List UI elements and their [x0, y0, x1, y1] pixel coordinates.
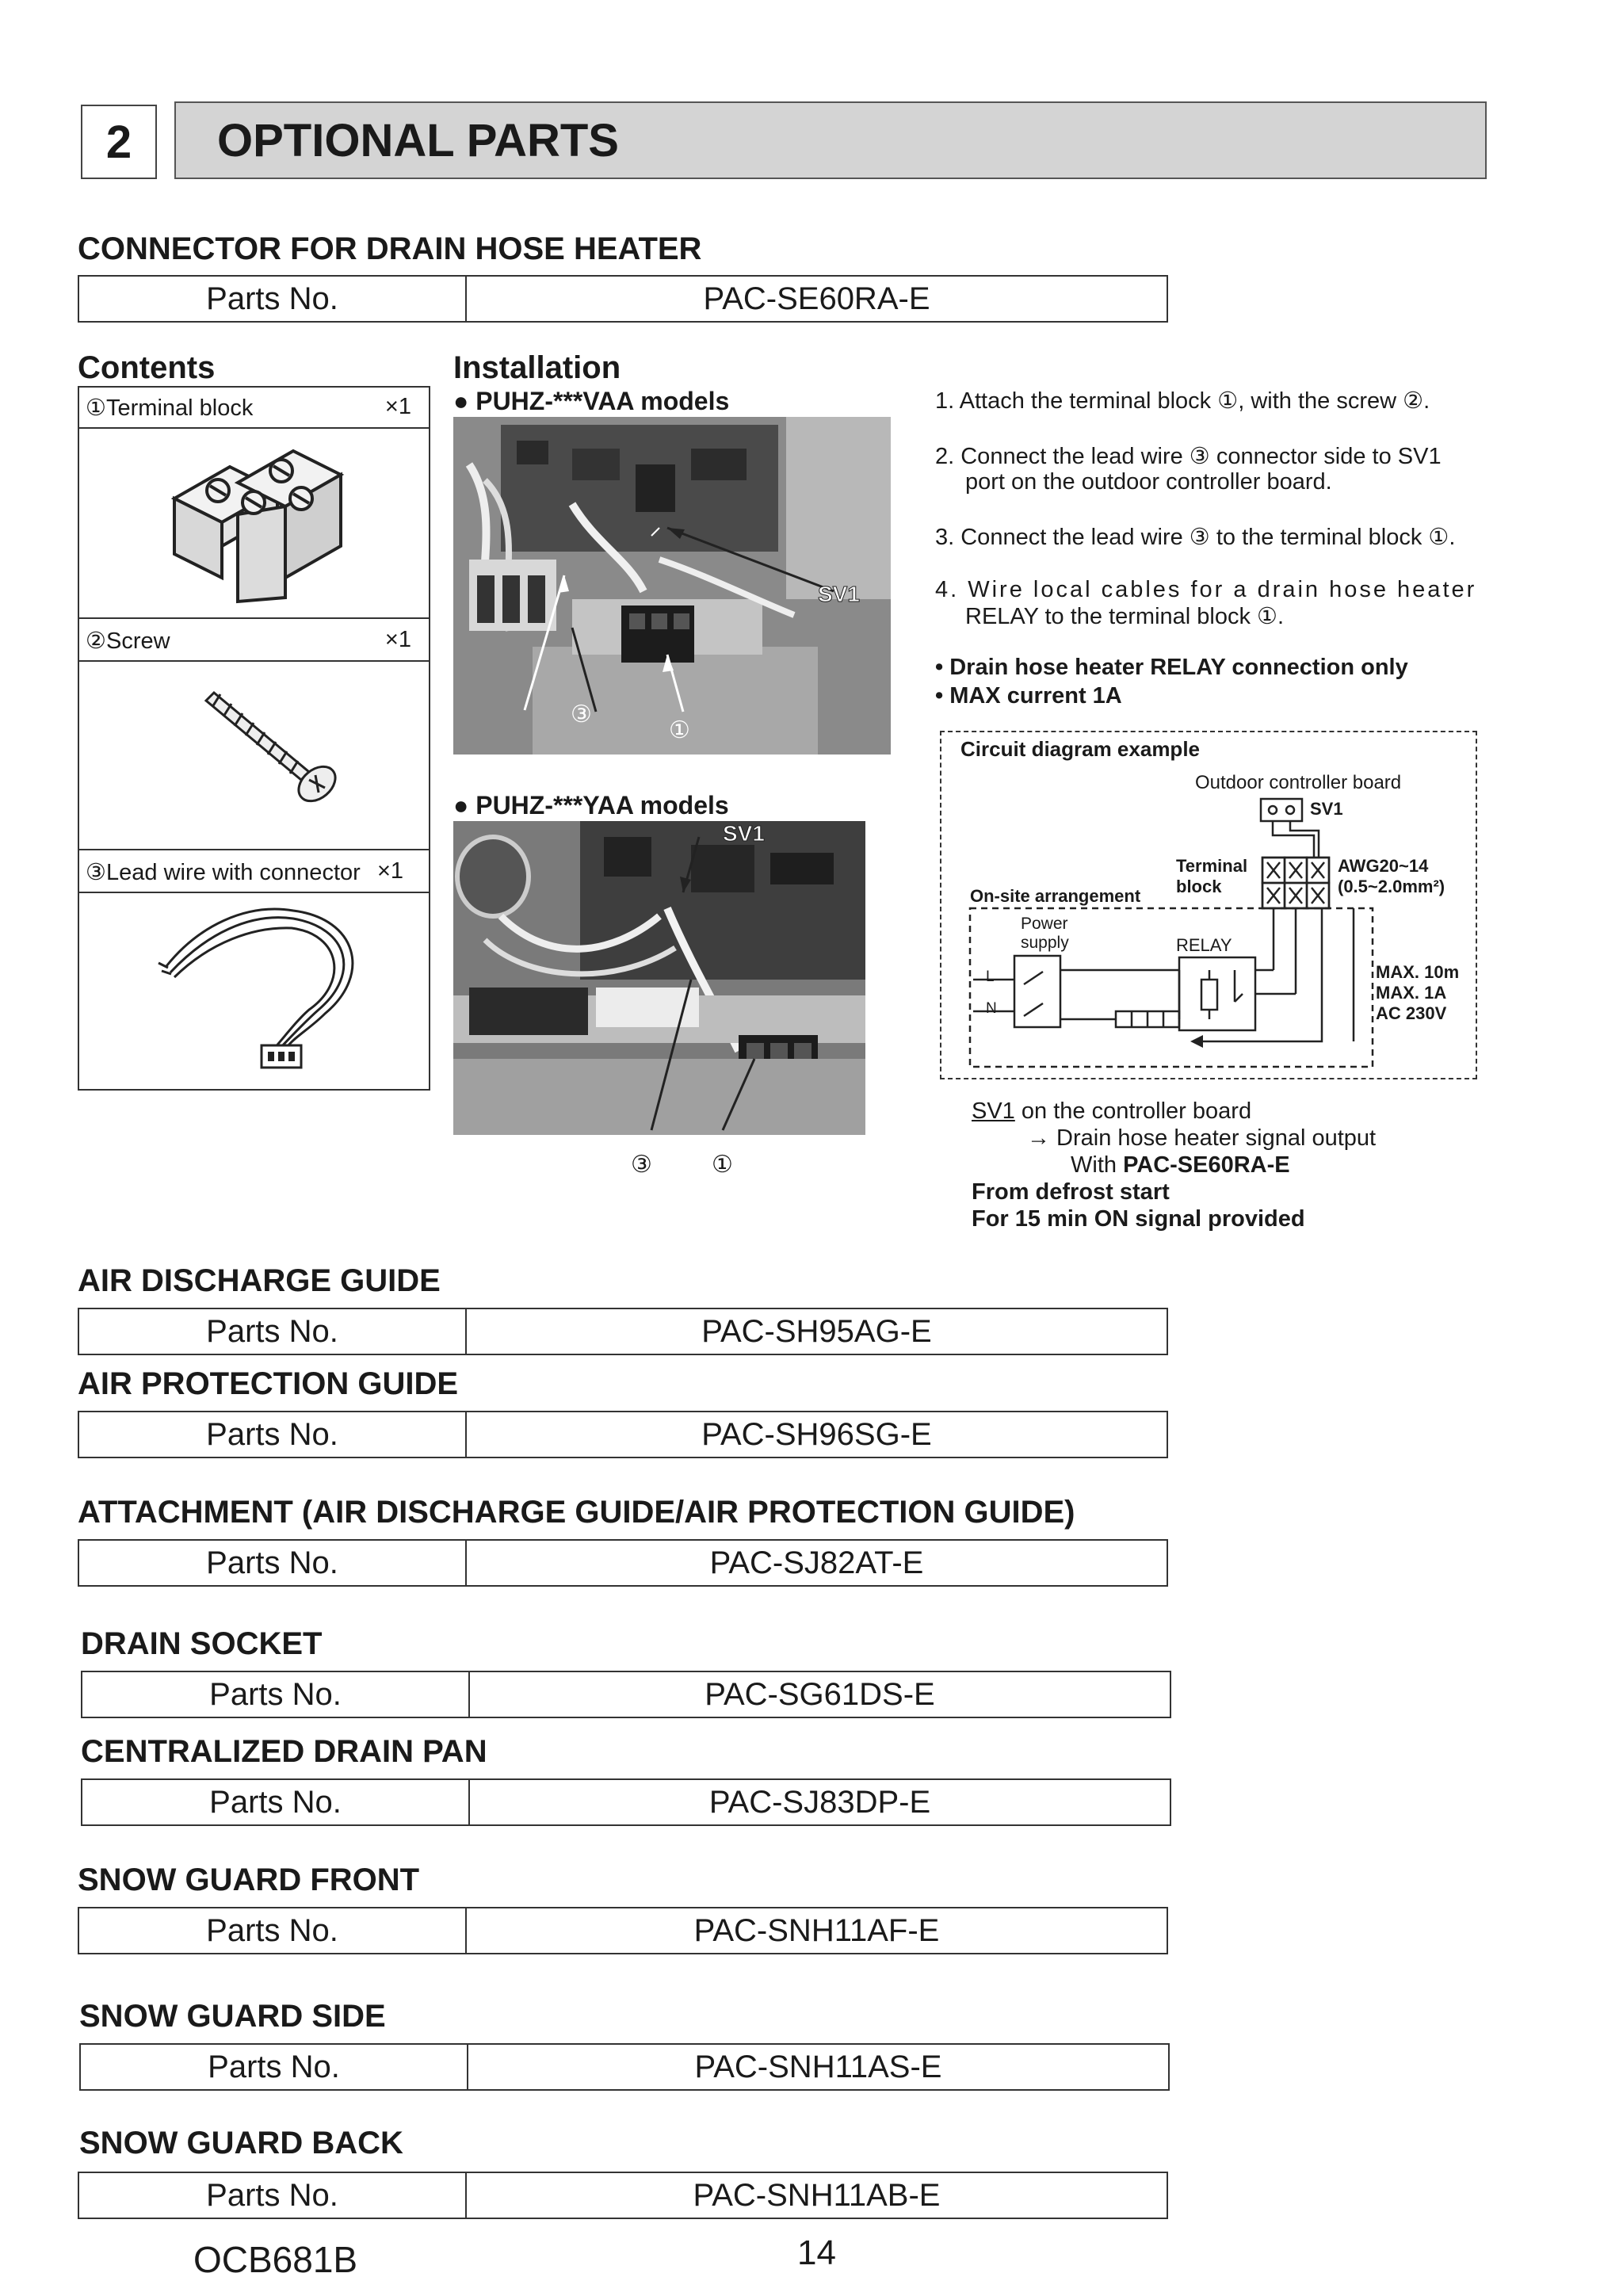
- installation-heading: Installation: [453, 350, 621, 385]
- part-table-air-protection: [78, 1411, 1168, 1458]
- yaa-installation-photo: [453, 821, 865, 1135]
- part-table-snow-back: [78, 2172, 1168, 2219]
- terminal-block-marker: ①: [669, 717, 690, 743]
- circuit-max-len: MAX. 10m: [1376, 962, 1460, 982]
- circuit-board-label: Outdoor controller board: [1195, 772, 1402, 793]
- sv1-label-yaa: SV1: [723, 821, 765, 846]
- parts-label: Parts No.: [79, 1309, 467, 1354]
- step-3: 3. Connect the lead wire ③ to the terminal block ①.: [935, 525, 1456, 550]
- note-max-current: • MAX current 1A: [935, 683, 1122, 709]
- part-table-drain-socket: [81, 1671, 1171, 1718]
- lead-wire-illustration: [151, 895, 388, 1085]
- circuit-awg: AWG20~14: [1338, 856, 1429, 876]
- item-name: ③Lead wire with connector: [86, 860, 361, 885]
- parts-number: PAC-SE60RA-E: [703, 281, 930, 316]
- parts-label: Parts No.: [82, 1672, 470, 1717]
- lead-wire-marker-yaa: ③: [631, 1152, 652, 1178]
- section-title: OPTIONAL PARTS: [174, 101, 1487, 179]
- doc-code: OCB681B: [193, 2239, 358, 2280]
- section-number: 2: [81, 105, 157, 179]
- signal-line5: For 15 min ON signal provided: [972, 1206, 1305, 1232]
- item-qty: ×1: [384, 627, 411, 652]
- signal-sv1: SV1: [972, 1098, 1015, 1124]
- part-heading-air-protection: AIR PROTECTION GUIDE: [78, 1366, 459, 1401]
- part-heading-drain-pan: CENTRALIZED DRAIN PAN: [81, 1734, 487, 1769]
- part-table-drain-pan: [81, 1778, 1171, 1826]
- terminal-block-marker-yaa: ①: [712, 1152, 733, 1178]
- circuit-voltage: AC 230V: [1376, 1003, 1447, 1023]
- terminal-block-illustration: [166, 435, 365, 606]
- item-qty: ×1: [377, 858, 404, 884]
- part-table-snow-side: [79, 2043, 1170, 2091]
- signal-part: PAC-SE60RA-E: [1123, 1152, 1290, 1178]
- part-heading-air-discharge: AIR DISCHARGE GUIDE: [78, 1263, 441, 1298]
- part-table-air-discharge: [78, 1308, 1168, 1355]
- sv1-label: SV1: [818, 582, 860, 606]
- circuit-block: block: [1176, 877, 1222, 896]
- circuit-diagram: [940, 731, 1477, 1079]
- parts-number: PAC-SNH11AB-E: [693, 2177, 941, 2213]
- parts-label: Parts No.: [79, 1541, 467, 1585]
- circuit-relay: RELAY: [1176, 935, 1232, 955]
- part-heading-snow-back: SNOW GUARD BACK: [79, 2126, 403, 2160]
- step-4-cont: RELAY to the terminal block ①.: [965, 604, 1285, 629]
- part-table-attachment: [78, 1539, 1168, 1587]
- signal-line1: on the controller board: [1014, 1098, 1252, 1124]
- part-heading-snow-front: SNOW GUARD FRONT: [78, 1862, 420, 1897]
- step-1: 1. Attach the terminal block ①, with the screw ②.: [935, 388, 1430, 414]
- signal-with: With: [1071, 1152, 1124, 1178]
- signal-note: [972, 1098, 1376, 1232]
- screw-illustration: [198, 685, 349, 804]
- parts-number: PAC-SJ82AT-E: [709, 1545, 924, 1580]
- contents-item-screw: [79, 617, 429, 662]
- connector-parts-table: [78, 275, 1168, 323]
- parts-label: Parts No.: [79, 1412, 467, 1457]
- contents-item-lead-wire: [79, 849, 429, 893]
- connector-heading: CONNECTOR FOR DRAIN HOSE HEATER: [78, 231, 702, 266]
- step-4: 4. Wire local cables for a drain hose heater: [935, 577, 1477, 602]
- lead-wire-marker: ③: [571, 701, 592, 728]
- vaa-models-label: ● PUHZ-***VAA models: [453, 387, 730, 415]
- item-qty: ×1: [384, 394, 411, 419]
- part-heading-snow-side: SNOW GUARD SIDE: [79, 1999, 386, 2034]
- circuit-max-cur: MAX. 1A: [1376, 983, 1447, 1003]
- yaa-models-label: ● PUHZ-***YAA models: [453, 791, 729, 819]
- contents-heading: Contents: [78, 350, 216, 385]
- circuit-awg-range: (0.5~2.0mm²): [1338, 877, 1445, 896]
- circuit-onsite: On-site arrangement: [970, 886, 1141, 906]
- parts-label: Parts No.: [79, 2173, 467, 2218]
- signal-line2: → Drain hose heater signal output: [1027, 1125, 1377, 1151]
- item-name: ②Screw: [86, 628, 170, 654]
- circuit-terminal: Terminal: [1176, 856, 1248, 876]
- parts-number: PAC-SJ83DP-E: [708, 1784, 931, 1820]
- contents-item-terminal-block: [79, 388, 429, 429]
- step-2: 2. Connect the lead wire ③ connector side to SV1: [935, 444, 1442, 469]
- part-heading-drain-socket: DRAIN SOCKET: [81, 1626, 323, 1661]
- parts-number: PAC-SNH11AF-E: [693, 1912, 940, 1948]
- vaa-installation-photo: [453, 417, 891, 755]
- page-number: 14: [797, 2233, 836, 2272]
- circuit-supply: supply: [1021, 934, 1069, 952]
- part-table-snow-front: [78, 1907, 1168, 1954]
- parts-label: Parts No.: [82, 1780, 470, 1824]
- item-name: ①Terminal block: [86, 395, 254, 421]
- circuit-title: Circuit diagram example: [960, 737, 1200, 761]
- parts-number: PAC-SH96SG-E: [701, 1416, 932, 1452]
- circuit-power: Power: [1021, 915, 1068, 933]
- parts-label: Parts No.: [79, 1908, 467, 1953]
- parts-label: Parts No.: [79, 277, 467, 321]
- part-heading-attachment: ATTACHMENT (AIR DISCHARGE GUIDE/AIR PROTECTION GUIDE): [78, 1495, 1075, 1530]
- parts-number: PAC-SG61DS-E: [705, 1676, 935, 1712]
- parts-number: PAC-SNH11AS-E: [694, 2049, 942, 2084]
- signal-line4: From defrost start: [972, 1179, 1170, 1205]
- installation-steps: [935, 387, 1490, 710]
- circuit-n: N: [986, 1000, 997, 1017]
- contents-box: [78, 386, 430, 1091]
- circuit-l: L: [986, 968, 995, 985]
- circuit-sv1: SV1: [1310, 799, 1343, 819]
- parts-number: PAC-SH95AG-E: [701, 1313, 932, 1349]
- step-2-cont: port on the outdoor controller board.: [965, 469, 1332, 495]
- note-relay: • Drain hose heater RELAY connection only: [935, 655, 1408, 680]
- parts-label: Parts No.: [81, 2045, 468, 2089]
